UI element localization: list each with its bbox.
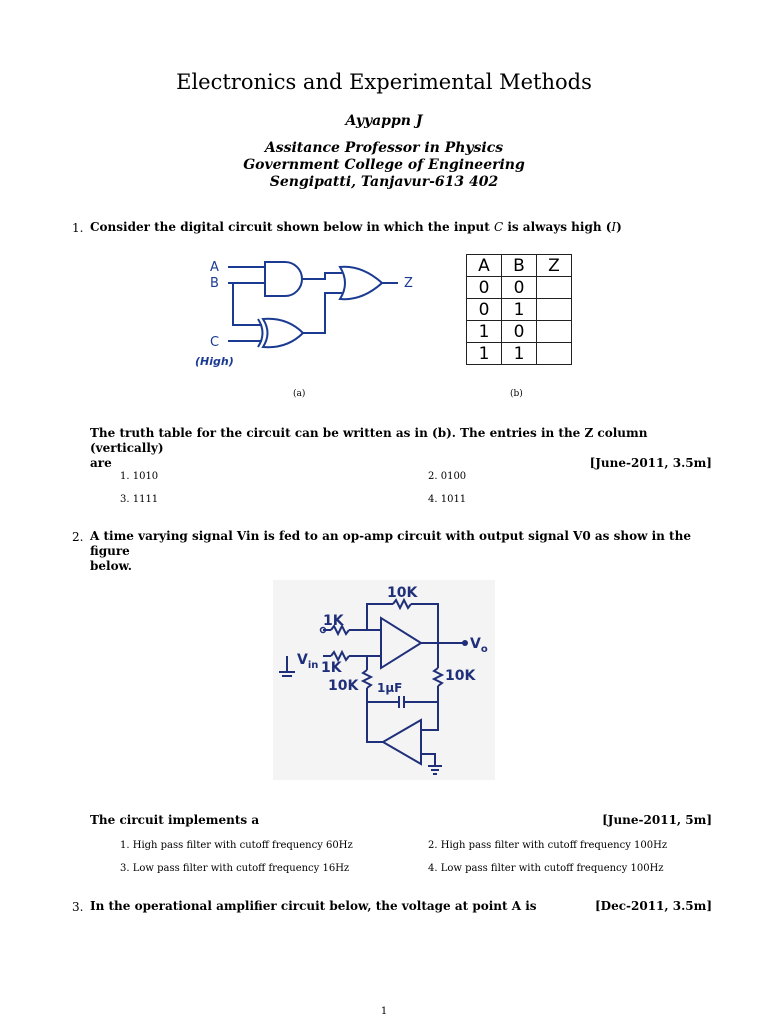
affiliation-line-2: Government College of Engineering	[243, 157, 525, 173]
output-z-label: Z	[404, 276, 413, 291]
truth-table	[466, 254, 572, 365]
question-2-stem-row	[90, 813, 712, 828]
question-1-stem-line-2-row	[90, 456, 712, 471]
figure-a-caption: (a)	[293, 389, 306, 399]
header-z: Z	[537, 255, 572, 277]
label-10k-middle: 10K	[328, 678, 359, 694]
label-10k-feedback: 10K	[387, 585, 418, 601]
cell-b: 0	[502, 277, 537, 299]
table-row	[467, 299, 572, 321]
q1-option-4[interactable]: 4. 1011	[428, 494, 467, 505]
cell-z	[537, 343, 572, 365]
label-1k-bottom: 1K	[321, 660, 342, 676]
question-2-line-2: below.	[90, 559, 132, 573]
affiliation-line-3: Sengipatti, Tanjavur-613 402	[269, 174, 499, 190]
question-2-line-1: A time varying signal Vin is fed to an op-amp circuit with output signal V0 as show in the figure	[90, 529, 691, 558]
table-row	[467, 343, 572, 365]
q2-option-4[interactable]: 4. Low pass filter with cutoff frequency 100Hz	[428, 863, 664, 874]
question-1-stem-line-1: The truth table for the circuit can be written as in (b). The entries in the Z column (vertically)	[90, 426, 648, 455]
figure-b-caption: (b)	[510, 389, 523, 399]
q1-option-3[interactable]: 3. 1111	[120, 494, 159, 505]
cell-a: 1	[467, 343, 502, 365]
table-row	[467, 321, 572, 343]
q1-option-1[interactable]: 1. 1010	[120, 471, 159, 482]
truth-table-header	[467, 255, 572, 277]
affiliation-line-1: Assitance Professor in Physics	[264, 140, 504, 156]
label-vo-sub: o	[480, 644, 488, 655]
cell-b: 1	[502, 299, 537, 321]
question-3-text: In the operational amplifier circuit below, the voltage at point A is	[90, 899, 537, 913]
page-number: 1	[380, 1006, 388, 1017]
question-1-text-b: is always high (	[503, 220, 612, 234]
document-title: Electronics and Experimental Methods	[176, 70, 592, 94]
cell-z	[537, 321, 572, 343]
xor-gate-back	[258, 319, 263, 347]
input-b-label: B	[210, 276, 219, 291]
question-3-tag: [Dec-2011, 3.5m]	[594, 899, 712, 913]
cell-z	[537, 299, 572, 321]
label-vo-main: V	[470, 636, 481, 652]
label-10k-right: 10K	[445, 668, 476, 684]
cell-a: 0	[467, 299, 502, 321]
question-1-tag: [June-2011, 3.5m]	[589, 456, 712, 470]
var-c: C	[493, 220, 504, 234]
question-1-stem-line-2: are	[90, 456, 112, 470]
q2-option-2[interactable]: 2. High pass filter with cutoff frequency 100Hz	[428, 840, 668, 851]
xor-gate	[263, 319, 303, 347]
q2-option-1[interactable]: 1. High pass filter with cutoff frequency 60Hz	[120, 840, 353, 851]
and-gate	[265, 262, 302, 296]
author-name: Ayyappn J	[345, 113, 423, 129]
question-3-number: 3.	[72, 900, 84, 914]
cell-z	[537, 277, 572, 299]
table-row	[467, 277, 572, 299]
cell-a: 0	[467, 277, 502, 299]
question-2-tag: [June-2011, 5m]	[602, 813, 712, 827]
logic-circuit-figure	[190, 245, 430, 375]
op-amp-circuit-figure	[273, 580, 495, 780]
q2-option-3[interactable]: 3. Low pass filter with cutoff frequency 16Hz	[120, 863, 350, 874]
or-gate	[340, 267, 382, 299]
question-1-text-a: Consider the digital circuit shown below in which the input	[90, 220, 494, 234]
question-1-stem	[90, 426, 712, 471]
header-a: A	[467, 255, 502, 277]
question-1-number: 1.	[72, 221, 84, 235]
question-2-stem: The circuit implements a	[90, 813, 260, 827]
high-label: (High)	[195, 355, 234, 368]
input-c-label: C	[210, 335, 220, 350]
label-capacitor: 1µF	[377, 681, 403, 695]
question-1-text-c: )	[616, 220, 622, 234]
question-1-text	[90, 220, 712, 235]
q1-option-2[interactable]: 2. 0100	[428, 471, 467, 482]
question-2-text	[90, 529, 712, 574]
cell-b: 0	[502, 321, 537, 343]
question-3-row	[90, 899, 712, 914]
question-2-number: 2.	[72, 530, 84, 544]
header-b: B	[502, 255, 537, 277]
label-vin-sub: in	[307, 660, 319, 671]
cell-b: 1	[502, 343, 537, 365]
input-a-label: A	[210, 260, 219, 275]
label-vin-main: V	[297, 652, 308, 668]
cell-a: 1	[467, 321, 502, 343]
var-i: I	[611, 220, 617, 234]
output-terminal	[462, 640, 468, 646]
label-1k-top: 1K	[323, 613, 344, 629]
